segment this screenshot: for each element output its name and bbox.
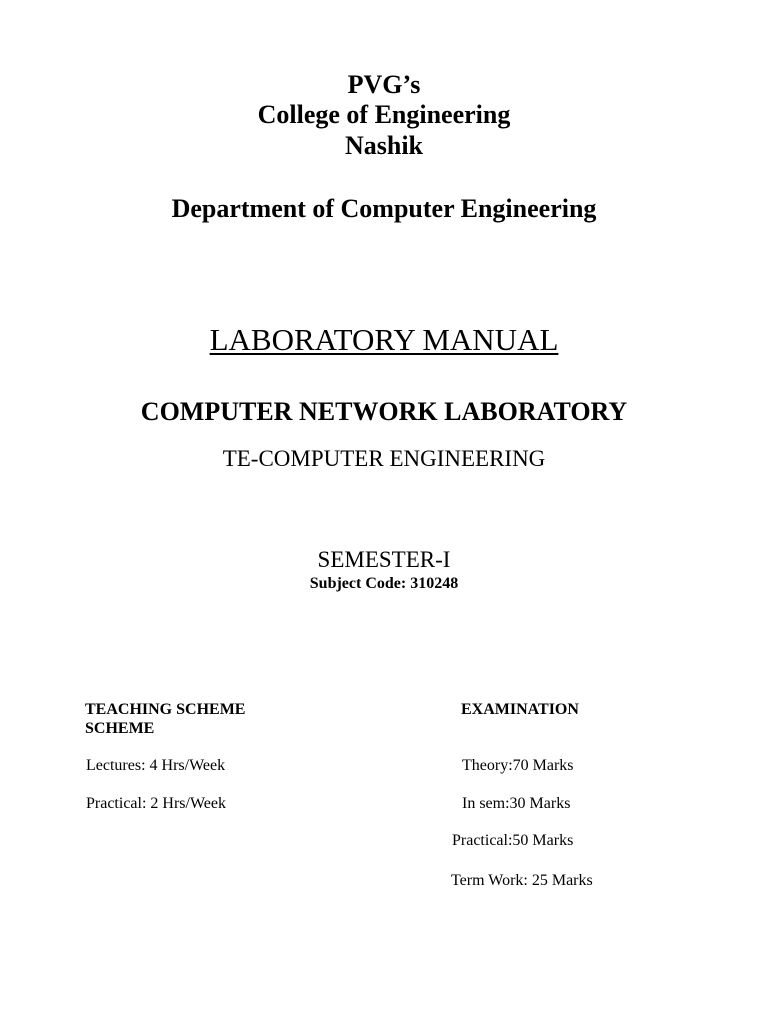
teaching-scheme-heading: TEACHING SCHEME — [85, 701, 246, 718]
semester-label: SEMESTER-I — [317, 547, 451, 572]
course-title: COMPUTER NETWORK LABORATORY — [140, 397, 628, 426]
exam-item-termwork: Term Work: 25 Marks — [451, 872, 593, 889]
program-name: TE-COMPUTER ENGINEERING — [222, 446, 546, 471]
city-name: Nashik — [344, 131, 424, 160]
exam-item-theory: Theory:70 Marks — [462, 757, 574, 774]
teaching-scheme-heading-continued: SCHEME — [85, 720, 155, 737]
teaching-item-lectures: Lectures: 4 Hrs/Week — [86, 757, 226, 774]
institute-name: PVG’s — [347, 70, 421, 99]
manual-title: LABORATORY MANUAL — [209, 322, 559, 357]
exam-item-insem: In sem:30 Marks — [462, 795, 571, 812]
college-name: College of Engineering — [257, 100, 511, 129]
department-name: Department of Computer Engineering — [171, 194, 597, 223]
examination-heading: EXAMINATION — [461, 701, 579, 718]
exam-item-practical: Practical:50 Marks — [452, 832, 574, 849]
subject-code: Subject Code: 310248 — [309, 575, 459, 592]
teaching-item-practical: Practical: 2 Hrs/Week — [86, 795, 226, 812]
